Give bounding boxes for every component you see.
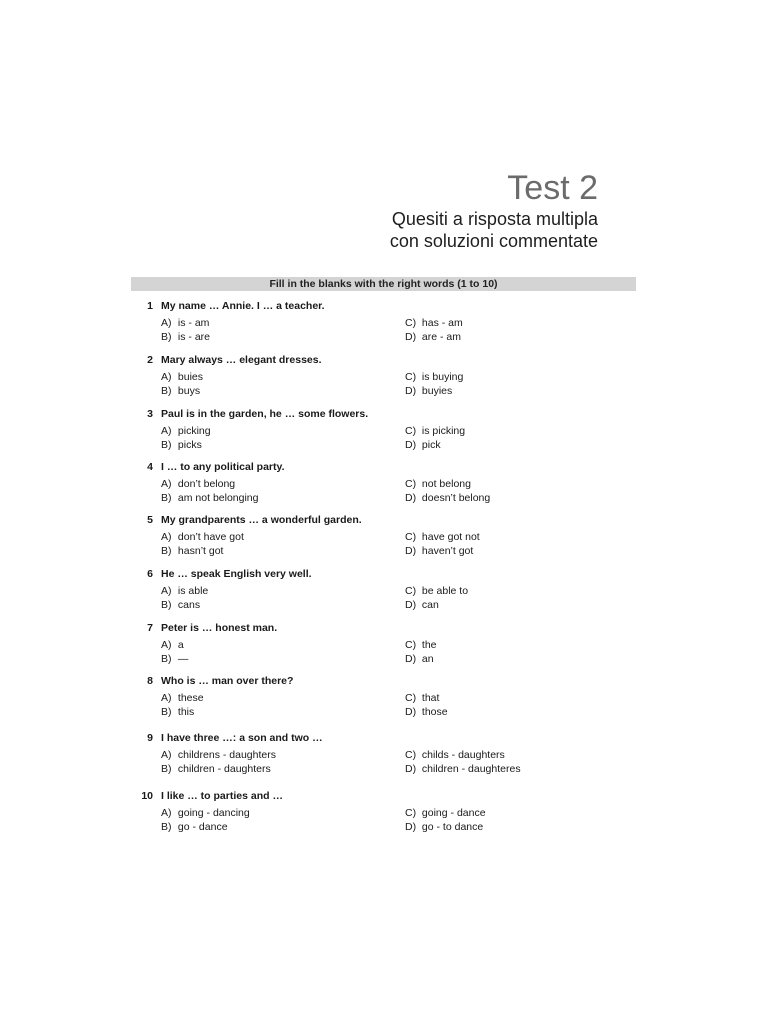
option-text: a bbox=[177, 639, 184, 651]
option-letter: D) bbox=[405, 331, 417, 343]
option-letter: C) bbox=[405, 317, 417, 329]
option-text: doesn’t belong bbox=[421, 492, 491, 504]
option-d bbox=[405, 384, 452, 398]
option-b bbox=[161, 705, 194, 719]
option-letter: D) bbox=[405, 439, 417, 451]
option-d bbox=[405, 491, 490, 505]
option-text: is - are bbox=[177, 331, 211, 343]
option-text: this bbox=[177, 706, 195, 718]
question-number: 10 bbox=[141, 790, 153, 802]
option-a bbox=[161, 748, 276, 762]
question-stem: I like … to parties and … bbox=[161, 790, 283, 802]
option-a bbox=[161, 638, 184, 652]
option-letter: A) bbox=[161, 478, 172, 490]
instructions-banner: Fill in the blanks with the right words (1 to 10) bbox=[131, 277, 636, 291]
option-letter: B) bbox=[161, 821, 172, 833]
option-text: — bbox=[177, 653, 189, 665]
option-text: these bbox=[177, 692, 204, 704]
question-stem: Who is … man over there? bbox=[161, 675, 294, 687]
subtitle-line-1: Quesiti a risposta multipla bbox=[391, 209, 598, 229]
option-d bbox=[405, 652, 434, 666]
option-d bbox=[405, 820, 483, 834]
option-a bbox=[161, 316, 209, 330]
option-letter: D) bbox=[405, 599, 417, 611]
question-stem: Peter is … honest man. bbox=[161, 622, 278, 634]
question-stem: Mary always … elegant dresses. bbox=[161, 354, 322, 366]
option-d bbox=[405, 330, 461, 344]
option-letter: B) bbox=[161, 385, 172, 397]
option-letter: D) bbox=[405, 385, 417, 397]
option-d bbox=[405, 762, 521, 776]
option-d bbox=[405, 598, 439, 612]
option-letter: C) bbox=[405, 531, 417, 543]
question-number: 1 bbox=[147, 300, 153, 312]
option-d bbox=[405, 438, 441, 452]
option-c bbox=[405, 806, 486, 820]
option-letter: B) bbox=[161, 599, 172, 611]
option-letter: A) bbox=[161, 807, 172, 819]
option-letter: C) bbox=[405, 425, 417, 437]
option-c bbox=[405, 424, 465, 438]
option-b bbox=[161, 598, 200, 612]
option-letter: C) bbox=[405, 692, 417, 704]
option-text: are - am bbox=[421, 331, 462, 343]
option-text: go - to dance bbox=[421, 821, 484, 833]
option-text: buies bbox=[177, 371, 204, 383]
option-letter: C) bbox=[405, 639, 417, 651]
option-text: picking bbox=[177, 425, 211, 437]
option-text: don’t have got bbox=[177, 531, 244, 543]
option-a bbox=[161, 370, 203, 384]
option-b bbox=[161, 438, 202, 452]
option-text: hasn’t got bbox=[177, 545, 224, 557]
option-c bbox=[405, 316, 463, 330]
option-text: children - daughteres bbox=[421, 763, 521, 775]
test-title: Test 2 bbox=[507, 169, 598, 207]
question-stem: I have three …: a son and two … bbox=[161, 732, 323, 744]
question-stem: My name … Annie. I … a teacher. bbox=[161, 300, 325, 312]
option-text: is able bbox=[177, 585, 209, 597]
option-text: can bbox=[421, 599, 439, 611]
option-c bbox=[405, 370, 463, 384]
option-text: those bbox=[421, 706, 448, 718]
option-letter: A) bbox=[161, 531, 172, 543]
option-letter: C) bbox=[405, 371, 417, 383]
option-text: children - daughters bbox=[177, 763, 271, 775]
option-text: going - dancing bbox=[177, 807, 250, 819]
option-letter: A) bbox=[161, 749, 172, 761]
option-text: not belong bbox=[421, 478, 471, 490]
option-text: am not belonging bbox=[177, 492, 259, 504]
option-text: buys bbox=[177, 385, 201, 397]
option-a bbox=[161, 584, 208, 598]
option-a bbox=[161, 691, 204, 705]
question-stem: Paul is in the garden, he … some flowers. bbox=[161, 408, 369, 420]
option-a bbox=[161, 424, 211, 438]
page-header bbox=[390, 168, 598, 252]
question-number: 2 bbox=[147, 354, 153, 366]
option-letter: D) bbox=[405, 545, 417, 557]
option-d bbox=[405, 705, 448, 719]
option-text: going - dance bbox=[421, 807, 486, 819]
option-text: cans bbox=[177, 599, 201, 611]
option-text: have got not bbox=[421, 531, 480, 543]
option-letter: A) bbox=[161, 692, 172, 704]
option-c bbox=[405, 638, 437, 652]
option-text: an bbox=[421, 653, 434, 665]
question-number: 9 bbox=[147, 732, 153, 744]
option-letter: C) bbox=[405, 585, 417, 597]
option-text: has - am bbox=[421, 317, 463, 329]
option-b bbox=[161, 491, 258, 505]
option-letter: C) bbox=[405, 478, 417, 490]
option-text: is - am bbox=[177, 317, 210, 329]
option-letter: C) bbox=[405, 807, 417, 819]
option-letter: D) bbox=[405, 706, 417, 718]
option-letter: B) bbox=[161, 331, 172, 343]
question-stem: He … speak English very well. bbox=[161, 568, 312, 580]
question-number: 5 bbox=[147, 514, 153, 526]
option-letter: A) bbox=[161, 371, 172, 383]
option-letter: D) bbox=[405, 492, 417, 504]
option-text: pick bbox=[421, 439, 441, 451]
option-b bbox=[161, 544, 223, 558]
question-number: 3 bbox=[147, 408, 153, 420]
option-c bbox=[405, 691, 439, 705]
option-b bbox=[161, 330, 210, 344]
option-text: don’t belong bbox=[177, 478, 236, 490]
option-a bbox=[161, 477, 235, 491]
option-letter: A) bbox=[161, 639, 172, 651]
option-text: childrens - daughters bbox=[177, 749, 276, 761]
option-letter: B) bbox=[161, 439, 172, 451]
option-text: haven’t got bbox=[421, 545, 474, 557]
option-letter: A) bbox=[161, 317, 172, 329]
subtitle-line-2: con soluzioni commentate bbox=[389, 231, 598, 251]
option-letter: D) bbox=[405, 653, 417, 665]
question-number: 7 bbox=[147, 622, 153, 634]
option-text: picks bbox=[177, 439, 202, 451]
option-c bbox=[405, 530, 480, 544]
option-letter: C) bbox=[405, 749, 417, 761]
option-letter: B) bbox=[161, 763, 172, 775]
option-letter: D) bbox=[405, 763, 417, 775]
option-text: be able to bbox=[421, 585, 469, 597]
option-text: buyies bbox=[421, 385, 453, 397]
option-letter: D) bbox=[405, 821, 417, 833]
option-letter: A) bbox=[161, 425, 172, 437]
option-c bbox=[405, 584, 468, 598]
option-b bbox=[161, 820, 228, 834]
option-text: that bbox=[421, 692, 440, 704]
option-d bbox=[405, 544, 473, 558]
question-stem: I … to any political party. bbox=[161, 461, 285, 473]
question-number: 8 bbox=[147, 675, 153, 687]
option-letter: B) bbox=[161, 492, 172, 504]
option-text: the bbox=[421, 639, 437, 651]
option-letter: A) bbox=[161, 585, 172, 597]
option-text: childs - daughters bbox=[421, 749, 505, 761]
option-letter: B) bbox=[161, 653, 172, 665]
option-letter: B) bbox=[161, 545, 172, 557]
option-b bbox=[161, 652, 188, 666]
option-text: go - dance bbox=[177, 821, 228, 833]
option-a bbox=[161, 806, 250, 820]
question-number: 4 bbox=[147, 461, 153, 473]
question-number: 6 bbox=[147, 568, 153, 580]
option-c bbox=[405, 748, 505, 762]
option-a bbox=[161, 530, 244, 544]
option-c bbox=[405, 477, 471, 491]
question-stem: My grandparents … a wonderful garden. bbox=[161, 514, 362, 526]
option-b bbox=[161, 762, 271, 776]
option-text: is buying bbox=[421, 371, 464, 383]
option-text: is picking bbox=[421, 425, 466, 437]
option-letter: B) bbox=[161, 706, 172, 718]
option-b bbox=[161, 384, 200, 398]
